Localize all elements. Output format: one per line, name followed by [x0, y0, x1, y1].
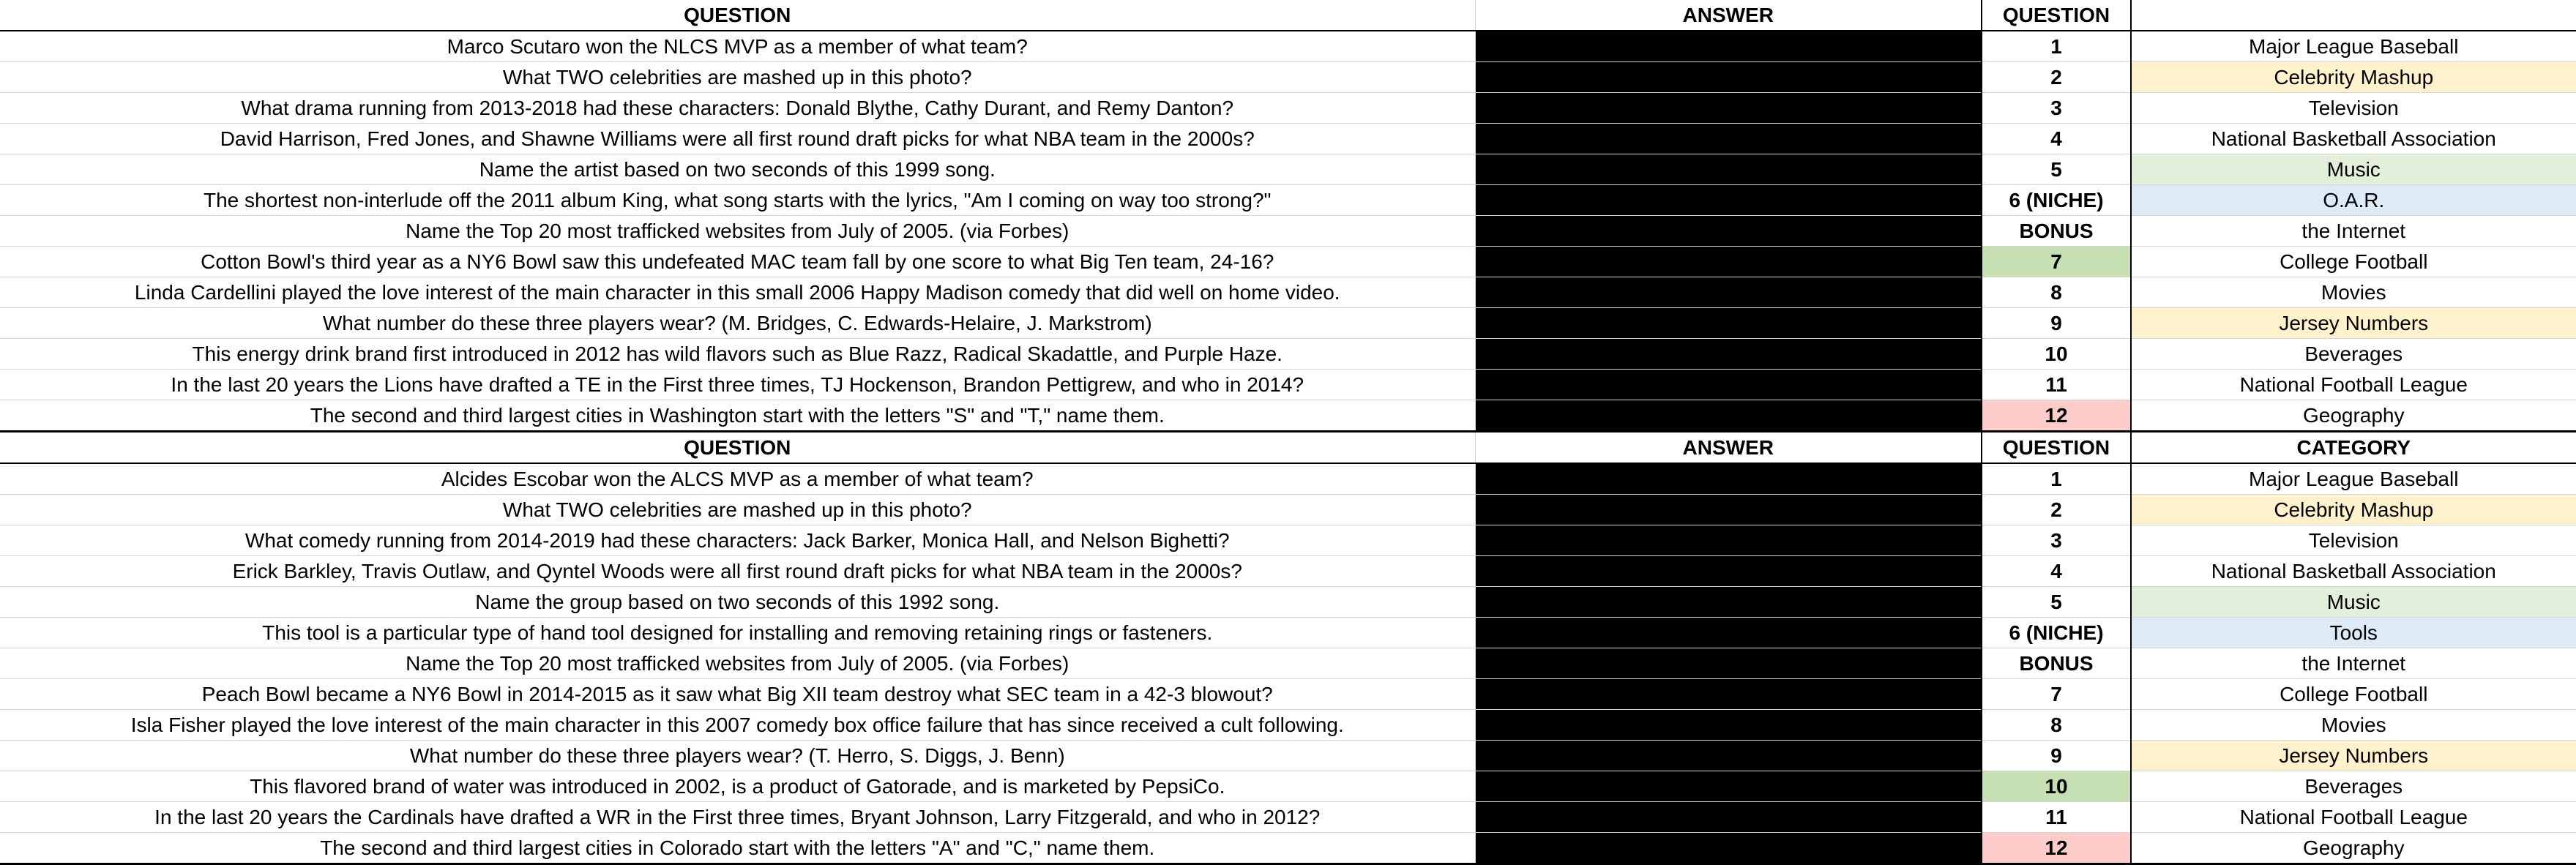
question-number-cell[interactable]: 11: [1982, 370, 2131, 400]
hidden-answer-cell[interactable]: [1475, 247, 1982, 277]
table-row: [0, 495, 2576, 525]
question-cell[interactable]: Alcides Escobar won the ALCS MVP as a member of what team?: [0, 463, 1475, 495]
question-number-cell[interactable]: 8: [1982, 710, 2131, 741]
table-row: [0, 802, 2576, 833]
question-cell[interactable]: Marco Scutaro won the NLCS MVP as a member of what team?: [0, 31, 1475, 62]
hidden-answer-cell[interactable]: [1475, 618, 1982, 648]
question-number-cell[interactable]: 4: [1982, 556, 2131, 587]
category-cell[interactable]: Tools: [2131, 618, 2576, 648]
table-row: [0, 679, 2576, 710]
hidden-answer-cell[interactable]: [1475, 93, 1982, 124]
table-row: [0, 556, 2576, 587]
answer-header[interactable]: ANSWER: [1475, 0, 1982, 31]
hidden-answer-cell[interactable]: [1475, 400, 1982, 432]
question-cell[interactable]: David Harrison, Fred Jones, and Shawne Williams were all first round draft picks for what NBA team in the 2000s?: [0, 124, 1475, 154]
category-cell[interactable]: Television: [2131, 525, 2576, 556]
hidden-answer-cell[interactable]: [1475, 525, 1982, 556]
question-cell[interactable]: Isla Fisher played the love interest of the main character in this 2007 comedy box office failure that has since received a cult following.: [0, 710, 1475, 741]
question-number-cell[interactable]: 7: [1982, 679, 2131, 710]
category-cell[interactable]: Jersey Numbers: [2131, 741, 2576, 771]
table-row: [0, 587, 2576, 618]
table-row: [0, 525, 2576, 556]
hidden-answer-cell[interactable]: [1475, 741, 1982, 771]
category-cell[interactable]: National Football League: [2131, 802, 2576, 833]
question-number-cell[interactable]: 9: [1982, 308, 2131, 339]
table-row: [0, 771, 2576, 802]
hidden-answer-cell[interactable]: [1475, 62, 1982, 93]
question-number-cell[interactable]: 12: [1982, 400, 2131, 432]
category-cell[interactable]: Jersey Numbers: [2131, 308, 2576, 339]
hidden-answer-cell[interactable]: [1475, 833, 1982, 864]
question-number-header[interactable]: QUESTION: [1982, 432, 2131, 464]
hidden-answer-cell[interactable]: [1475, 216, 1982, 247]
table-row: [0, 618, 2576, 648]
table-row: [0, 62, 2576, 93]
table-row: [0, 308, 2576, 339]
question-number-cell[interactable]: 12: [1982, 833, 2131, 864]
category-cell[interactable]: National Basketball Association: [2131, 124, 2576, 154]
table-row: [0, 339, 2576, 370]
category-cell[interactable]: Celebrity Mashup: [2131, 495, 2576, 525]
hidden-answer-cell[interactable]: [1475, 370, 1982, 400]
table-row: [0, 185, 2576, 216]
question-cell[interactable]: What TWO celebrities are mashed up in this photo?: [0, 495, 1475, 525]
hidden-answer-cell[interactable]: [1475, 339, 1982, 370]
table-row: [0, 247, 2576, 277]
hidden-answer-cell[interactable]: [1475, 31, 1982, 62]
question-number-cell[interactable]: 5: [1982, 154, 2131, 185]
table-row: [0, 400, 2576, 432]
table-row: [0, 370, 2576, 400]
table-row: [0, 154, 2576, 185]
question-cell[interactable]: Name the Top 20 most trafficked websites from July of 2005. (via Forbes): [0, 648, 1475, 679]
table-row: [0, 648, 2576, 679]
category-cell[interactable]: Major League Baseball: [2131, 31, 2576, 62]
category-cell[interactable]: Celebrity Mashup: [2131, 62, 2576, 93]
hidden-answer-cell[interactable]: [1475, 308, 1982, 339]
question-cell[interactable]: The second and third largest cities in Colorado start with the letters "A" and "C," name them.: [0, 833, 1475, 864]
question-cell[interactable]: What TWO celebrities are mashed up in this photo?: [0, 62, 1475, 93]
question-number-cell[interactable]: 1: [1982, 31, 2131, 62]
header-row: [0, 0, 2576, 31]
category-cell[interactable]: Geography: [2131, 833, 2576, 864]
category-cell[interactable]: Major League Baseball: [2131, 463, 2576, 495]
hidden-answer-cell[interactable]: [1475, 124, 1982, 154]
category-cell[interactable]: Music: [2131, 154, 2576, 185]
question-cell[interactable]: The second and third largest cities in Washington start with the letters "S" and "T," name them.: [0, 400, 1475, 432]
table-row: [0, 741, 2576, 771]
question-cell[interactable]: This energy drink brand first introduced in 2012 has wild flavors such as Blue Razz, Radical Skadattle, and Purple Haze.: [0, 339, 1475, 370]
hidden-answer-cell[interactable]: [1475, 587, 1982, 618]
category-cell[interactable]: Geography: [2131, 400, 2576, 432]
question-cell[interactable]: This tool is a particular type of hand tool designed for installing and removing retaining rings or fasteners.: [0, 618, 1475, 648]
category-cell[interactable]: Beverages: [2131, 771, 2576, 802]
category-cell[interactable]: the Internet: [2131, 216, 2576, 247]
category-cell[interactable]: Television: [2131, 93, 2576, 124]
category-cell[interactable]: Movies: [2131, 277, 2576, 308]
question-cell[interactable]: In the last 20 years the Cardinals have drafted a WR in the First three times, Bryant Johnson, Larry Fitzgerald, and who in 2012?: [0, 802, 1475, 833]
question-number-cell[interactable]: 11: [1982, 802, 2131, 833]
question-number-cell[interactable]: 10: [1982, 339, 2131, 370]
question-cell[interactable]: What comedy running from 2014-2019 had these characters: Jack Barker, Monica Hall, and Nelson Bighetti?: [0, 525, 1475, 556]
question-number-cell[interactable]: 3: [1982, 93, 2131, 124]
hidden-answer-cell[interactable]: [1475, 679, 1982, 710]
question-number-cell[interactable]: 1: [1982, 463, 2131, 495]
hidden-answer-cell[interactable]: [1475, 648, 1982, 679]
question-number-cell[interactable]: 8: [1982, 277, 2131, 308]
hidden-answer-cell[interactable]: [1475, 277, 1982, 308]
hidden-answer-cell[interactable]: [1475, 771, 1982, 802]
question-number-cell[interactable]: 2: [1982, 495, 2131, 525]
category-cell[interactable]: O.A.R.: [2131, 185, 2576, 216]
category-cell[interactable]: College Football: [2131, 679, 2576, 710]
question-cell[interactable]: Erick Barkley, Travis Outlaw, and Qyntel Woods were all first round draft picks for what NBA team in the 2000s?: [0, 556, 1475, 587]
question-number-cell[interactable]: 10: [1982, 771, 2131, 802]
question-number-cell[interactable]: 3: [1982, 525, 2131, 556]
question-number-cell[interactable]: 6 (NICHE): [1982, 618, 2131, 648]
category-cell[interactable]: Movies: [2131, 710, 2576, 741]
question-header[interactable]: QUESTION: [0, 0, 1475, 31]
question-number-cell[interactable]: 2: [1982, 62, 2131, 93]
question-cell[interactable]: What drama running from 2013-2018 had these characters: Donald Blythe, Cathy Durant, and Remy Danton?: [0, 93, 1475, 124]
table-row: [0, 124, 2576, 154]
question-number-cell[interactable]: BONUS: [1982, 216, 2131, 247]
question-cell[interactable]: Peach Bowl became a NY6 Bowl in 2014-2015 as it saw what Big XII team destroy what SEC team in a 42-3 blowout?: [0, 679, 1475, 710]
category-header[interactable]: [2131, 0, 2576, 31]
table-row: [0, 277, 2576, 308]
question-cell[interactable]: In the last 20 years the Lions have drafted a TE in the First three times, TJ Hockenson, Brandon Pettigrew, and who in 2014?: [0, 370, 1475, 400]
question-cell[interactable]: What number do these three players wear? (M. Bridges, C. Edwards-Helaire, J. Markstrom): [0, 308, 1475, 339]
question-cell[interactable]: Name the group based on two seconds of this 1992 song.: [0, 587, 1475, 618]
question-cell[interactable]: Name the artist based on two seconds of this 1999 song.: [0, 154, 1475, 185]
hidden-answer-cell[interactable]: [1475, 556, 1982, 587]
category-cell[interactable]: Music: [2131, 587, 2576, 618]
table-row: [0, 710, 2576, 741]
question-number-cell[interactable]: 4: [1982, 124, 2131, 154]
category-cell[interactable]: Beverages: [2131, 339, 2576, 370]
question-cell[interactable]: The shortest non-interlude off the 2011 album King, what song starts with the lyrics, "Am I coming on way too strong?": [0, 185, 1475, 216]
question-number-header[interactable]: QUESTION: [1982, 0, 2131, 31]
question-number-cell[interactable]: 5: [1982, 587, 2131, 618]
table-row: [0, 31, 2576, 62]
category-header[interactable]: CATEGORY: [2131, 432, 2576, 464]
category-cell[interactable]: National Basketball Association: [2131, 556, 2576, 587]
hidden-answer-cell[interactable]: [1475, 802, 1982, 833]
hidden-answer-cell[interactable]: [1475, 495, 1982, 525]
question-number-cell[interactable]: 6 (NICHE): [1982, 185, 2131, 216]
question-cell[interactable]: Name the Top 20 most trafficked websites from July of 2005. (via Forbes): [0, 216, 1475, 247]
table-row: [0, 463, 2576, 495]
table-row: [0, 833, 2576, 864]
hidden-answer-cell[interactable]: [1475, 710, 1982, 741]
question-number-cell[interactable]: 7: [1982, 247, 2131, 277]
question-cell[interactable]: Linda Cardellini played the love interest of the main character in this small 2006 Happy Madison comedy that did well on home video.: [0, 277, 1475, 308]
answer-header[interactable]: ANSWER: [1475, 432, 1982, 464]
category-cell[interactable]: National Football League: [2131, 370, 2576, 400]
category-cell[interactable]: the Internet: [2131, 648, 2576, 679]
question-number-cell[interactable]: BONUS: [1982, 648, 2131, 679]
table-row: [0, 93, 2576, 124]
question-cell[interactable]: This flavored brand of water was introduced in 2002, is a product of Gatorade, and is marketed by PepsiCo.: [0, 771, 1475, 802]
question-number-cell[interactable]: 9: [1982, 741, 2131, 771]
question-header[interactable]: QUESTION: [0, 432, 1475, 464]
header-row: [0, 432, 2576, 464]
hidden-answer-cell[interactable]: [1475, 154, 1982, 185]
question-cell[interactable]: Cotton Bowl's third year as a NY6 Bowl saw this undefeated MAC team fall by one score to what Big Ten team, 24-16?: [0, 247, 1475, 277]
hidden-answer-cell[interactable]: [1475, 185, 1982, 216]
hidden-answer-cell[interactable]: [1475, 463, 1982, 495]
question-cell[interactable]: What number do these three players wear? (T. Herro, S. Diggs, J. Benn): [0, 741, 1475, 771]
table-row: [0, 216, 2576, 247]
category-cell[interactable]: College Football: [2131, 247, 2576, 277]
